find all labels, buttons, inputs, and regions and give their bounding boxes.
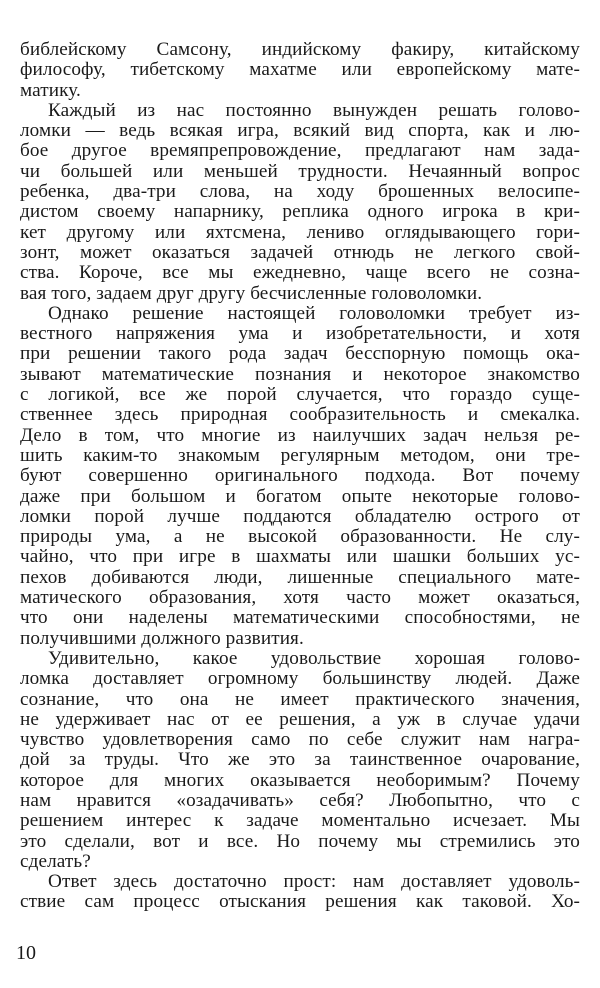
text-line: даже при большом и богатом опыте некоторые голово- [20, 485, 580, 507]
text-line: буют совершенно оригинального подхода. Вот почему [20, 465, 580, 487]
text-line: чи большей или меньшей трудности. Нечаянный вопрос [20, 160, 580, 182]
text-line: это сделали, вот и все. Но почему мы стремились это [20, 830, 580, 852]
text-line: Дело в том, что многие из наилучших задач нельзя ре- [20, 424, 580, 446]
text-line: ломка доставляет огромному большинству людей. Даже [20, 668, 580, 690]
text-line: вая того, задаем друг другу бесчисленные головоломки. [20, 282, 483, 304]
text-line: дой за труды. Что же это за таинственное очарование, [20, 749, 580, 771]
text-line: ребенка, два-три слова, на ходу брошенных велосипе- [20, 181, 580, 203]
text-line: шить каким-то знакомым регулярным методом, они тре- [20, 444, 580, 466]
text-line: Однако решение настоящей головоломки требует из- [48, 302, 580, 324]
text-page [20, 40, 580, 950]
text-line: Каждый из нас постоянно вынужден решать голово- [48, 99, 580, 121]
text-line: вестного напряжения ума и изобретательности, и хотя [20, 323, 580, 345]
text-line: бое другое времяпрепровождение, предлагают нам зада- [20, 140, 580, 162]
text-line: сделать? [20, 850, 91, 872]
page-number: 10 [16, 942, 36, 964]
text-line: при решении такого рода задач бесспорную помощь ока- [20, 343, 580, 365]
text-line: с логикой, все же порой случается, что гораздо суще- [20, 384, 580, 406]
text-line: ственнее здесь природная сообразительность и смекалка. [20, 404, 580, 426]
text-line: ломки порой лучше поддаются обладателю острого от [20, 505, 580, 527]
text-line: ства. Короче, все мы ежедневно, чаще всего не созна- [20, 262, 580, 284]
text-line: зонт, может оказаться задачей отнюдь не легкого свой- [20, 241, 580, 263]
text-line: получившими должного развития. [20, 627, 304, 649]
text-line: которое для многих оказывается необоримым? Почему [20, 769, 580, 791]
text-line: зывают математические познания и некоторое знакомство [20, 363, 580, 385]
text-line: пехов добиваются люди, лишенные специального мате- [20, 566, 580, 588]
text-line: решением интерес к задаче моментально исчезает. Мы [20, 810, 580, 832]
text-line: не удерживает нас от ее решения, а уж в случае удачи [20, 708, 580, 730]
text-line: чувство удовлетворения само по себе служит нам награ- [20, 729, 580, 751]
text-line: природы ума, а не высокой образованности. Не слу- [20, 526, 580, 548]
text-line: кет другому или яхтсмена, лениво оглядывающего гори- [20, 221, 580, 243]
text-line: библейскому Самсону, индийскому факиру, китайскому [20, 39, 580, 60]
text-line: Удивительно, какое удовольствие хорошая голово- [48, 647, 580, 669]
text-line: философу, тибетскому махатме или европейскому мате- [20, 59, 580, 81]
text-line: дистом своему напарнику, реплика одного игрока в кри- [20, 201, 580, 223]
text-line: матику. [20, 79, 81, 101]
text-line: чайно, что при игре в шахматы или шашки больших ус- [20, 546, 580, 568]
text-line: ствие сам процесс отыскания решения как таковой. Хо- [20, 891, 580, 913]
text-line: матического образования, хотя часто может оказаться, [20, 587, 580, 609]
text-line: нам нравится «озадачивать» себя? Любопытно, что с [20, 789, 580, 811]
text-line: сознание, что она не имеет практического значения, [20, 688, 580, 710]
text-line: ломки — ведь всякая игра, всякий вид спорта, как и лю- [20, 120, 580, 142]
text-line: что они наделены математическими способностями, не [20, 607, 580, 629]
text-line: Ответ здесь достаточно прост: нам доставляет удоволь- [48, 871, 580, 893]
